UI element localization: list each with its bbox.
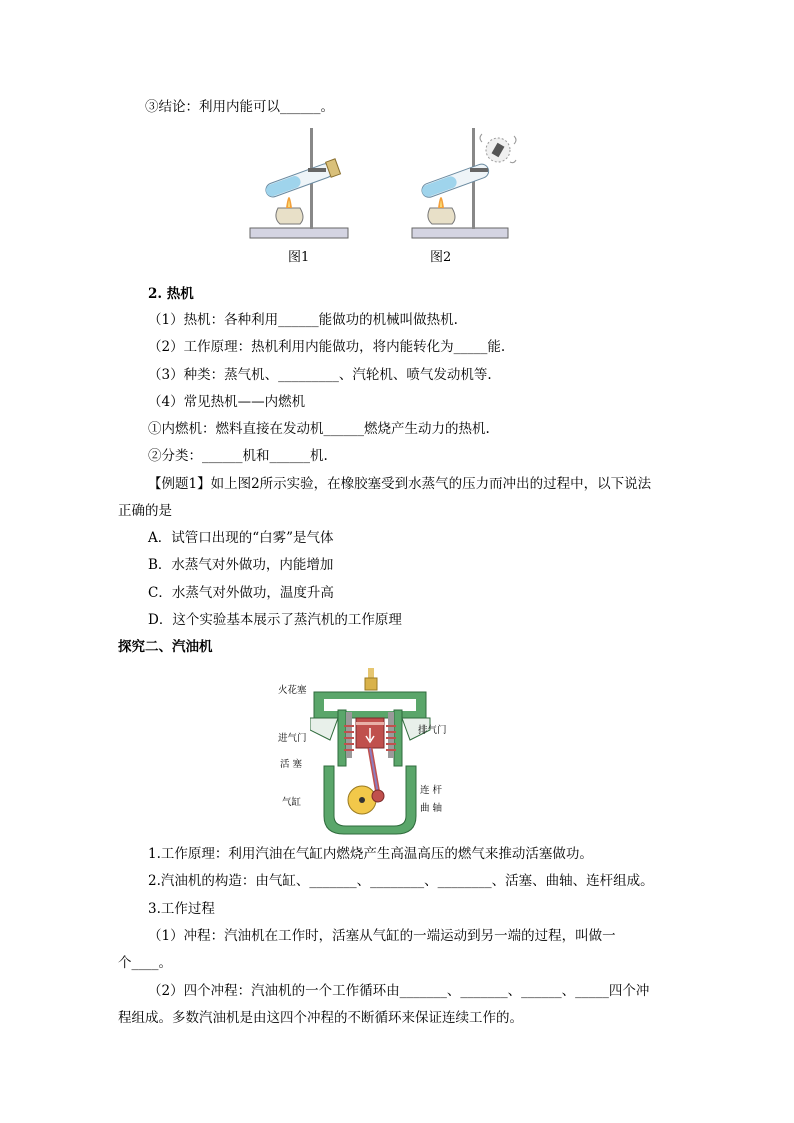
option-c: C．水蒸气对外做功，温度升高 <box>148 585 334 601</box>
gasoline-engine-diagram <box>310 666 438 838</box>
working-principle: 1.工作原理：利用汽油在气缸内燃烧产生高温高压的燃气来推动活塞做功。 <box>148 846 593 862</box>
option-d: D．这个实验基本展示了蒸汽机的工作原理 <box>148 612 402 628</box>
section-2-title: 探究二、汽油机 <box>118 639 213 655</box>
stroke-definition-cont: 个____。 <box>118 955 172 971</box>
engine-structure: 2.汽油机的构造：由气缸、_______、________、________、活塞、曲轴、连杆组成。 <box>148 873 654 889</box>
four-strokes-cont: 程组成。多数汽油机是由这四个冲程的不断循环来保证连续工作的。 <box>118 1010 523 1026</box>
working-process-title: 3.工作过程 <box>148 901 215 917</box>
heat-engine-item: （4）常见热机——内燃机 <box>148 394 306 410</box>
label-connecting-rod: 连 杆 <box>420 785 443 796</box>
example-question: 【例题1】如上图2所示实验，在橡胶塞受到水蒸气的压力而冲出的过程中，以下说法 <box>148 476 652 492</box>
heat-engine-item: （3）种类：蒸气机、_________、汽轮机、喷气发动机等. <box>148 367 492 383</box>
conclusion-text: ③结论：利用内能可以______。 <box>145 99 334 115</box>
four-strokes: （2）四个冲程：汽油机的一个工作循环由_______、_______、______、_____四个冲 <box>148 983 650 999</box>
experiment-figure-1 <box>248 124 350 242</box>
label-intake-valve: 进气门 <box>278 733 307 744</box>
label-spark-plug: 火花塞 <box>278 685 307 696</box>
stroke-definition: （1）冲程：汽油机在工作时，活塞从气缸的一端运动到另一端的过程，叫做一 <box>148 928 616 944</box>
option-a: A．试管口出现的“白雾”是气体 <box>148 530 334 546</box>
label-cylinder: 气缸 <box>282 797 302 808</box>
figure-1-caption: 图1 <box>288 250 310 265</box>
example-question-cont: 正确的是 <box>118 503 172 519</box>
heat-engine-item: （1）热机：各种利用______能做功的机械叫做热机. <box>148 312 458 328</box>
heat-engine-item: ②分类：______机和______机. <box>148 448 328 464</box>
label-exhaust-valve: 排气门 <box>418 725 447 736</box>
figure-2-caption: 图2 <box>430 250 452 265</box>
experiment-figure-2 <box>410 124 522 242</box>
label-piston: 活 塞 <box>280 759 303 770</box>
label-crankshaft: 曲 轴 <box>420 803 443 814</box>
heat-engine-item: （2）工作原理：热机利用内能做功，将内能转化为_____能. <box>148 339 506 355</box>
heat-engine-item: ①内燃机：燃料直接在发动机______燃烧产生动力的热机. <box>148 421 490 437</box>
heat-engine-title: 2. 热机 <box>148 286 194 302</box>
option-b: B．水蒸气对外做功，内能增加 <box>148 557 334 573</box>
